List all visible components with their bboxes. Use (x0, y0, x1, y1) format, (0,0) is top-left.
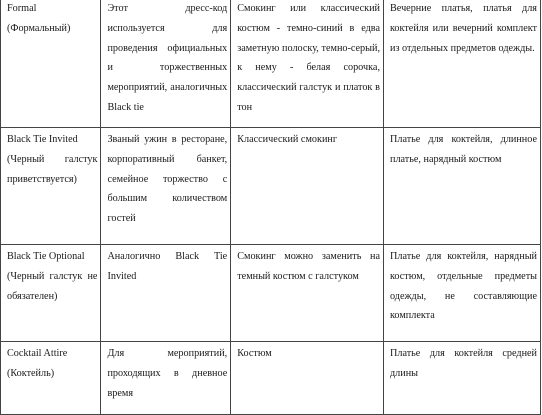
usage-cell: Этот дресс-код используется для проведения официальных и торжественных мероприятий, аналогичных Black tie (101, 0, 231, 128)
dress-code-translation: (Формальный) (7, 22, 71, 34)
men-attire-cell: Смокинг или классический костюм - темно-синий в едва заметную полоску, темно-серый, к нему - белая сорочка, классический галстук и платок в тон (231, 0, 384, 128)
women-attire-cell: Платье для коктейля, длинное платье, нарядный костюм (384, 128, 541, 245)
table-row (1, 0, 541, 128)
dress-code-cell (1, 128, 101, 245)
usage-cell: Званый ужин в ресторане, корпоративный банкет, семейное торжество с большим количеством гостей (101, 128, 231, 245)
dress-code-cell (1, 0, 101, 128)
dress-code-cell (1, 245, 101, 342)
dress-code-translation: (Черный галстук приветствуется) (7, 153, 98, 185)
dress-code-cell (1, 342, 101, 415)
men-attire-cell: Костюм (231, 342, 384, 415)
dress-code-translation: (Черный галстук не обязателен) (7, 270, 98, 302)
usage-cell: Для мероприятий, проходящих в дневное время (101, 342, 231, 415)
dress-code-name: Black Tie Invited (7, 134, 78, 145)
dress-code-translation: (Коктейль) (7, 367, 55, 379)
dress-code-name: Formal (7, 3, 37, 14)
men-attire-cell: Классический смокинг (231, 128, 384, 245)
women-attire-cell: Вечерние платья, платья для коктейля или вечерний комплект из отдельных предметов одежды. (384, 0, 541, 128)
table-row (1, 128, 541, 245)
men-attire-cell: Смокинг можно заменить на темный костюм с галстуком (231, 245, 384, 342)
usage-cell: Аналогично Black Tie Invited (101, 245, 231, 342)
women-attire-cell: Платье для коктейля, нарядный костюм, отдельные предметы одежды, не составляющие комплекта (384, 245, 541, 342)
dress-code-name: Black Tie Optional (7, 251, 85, 262)
women-attire-cell: Платье для коктейля средней длины (384, 342, 541, 415)
table-row (1, 342, 541, 415)
dress-code-name: Cocktail Attire (7, 348, 68, 359)
table-row (1, 245, 541, 342)
